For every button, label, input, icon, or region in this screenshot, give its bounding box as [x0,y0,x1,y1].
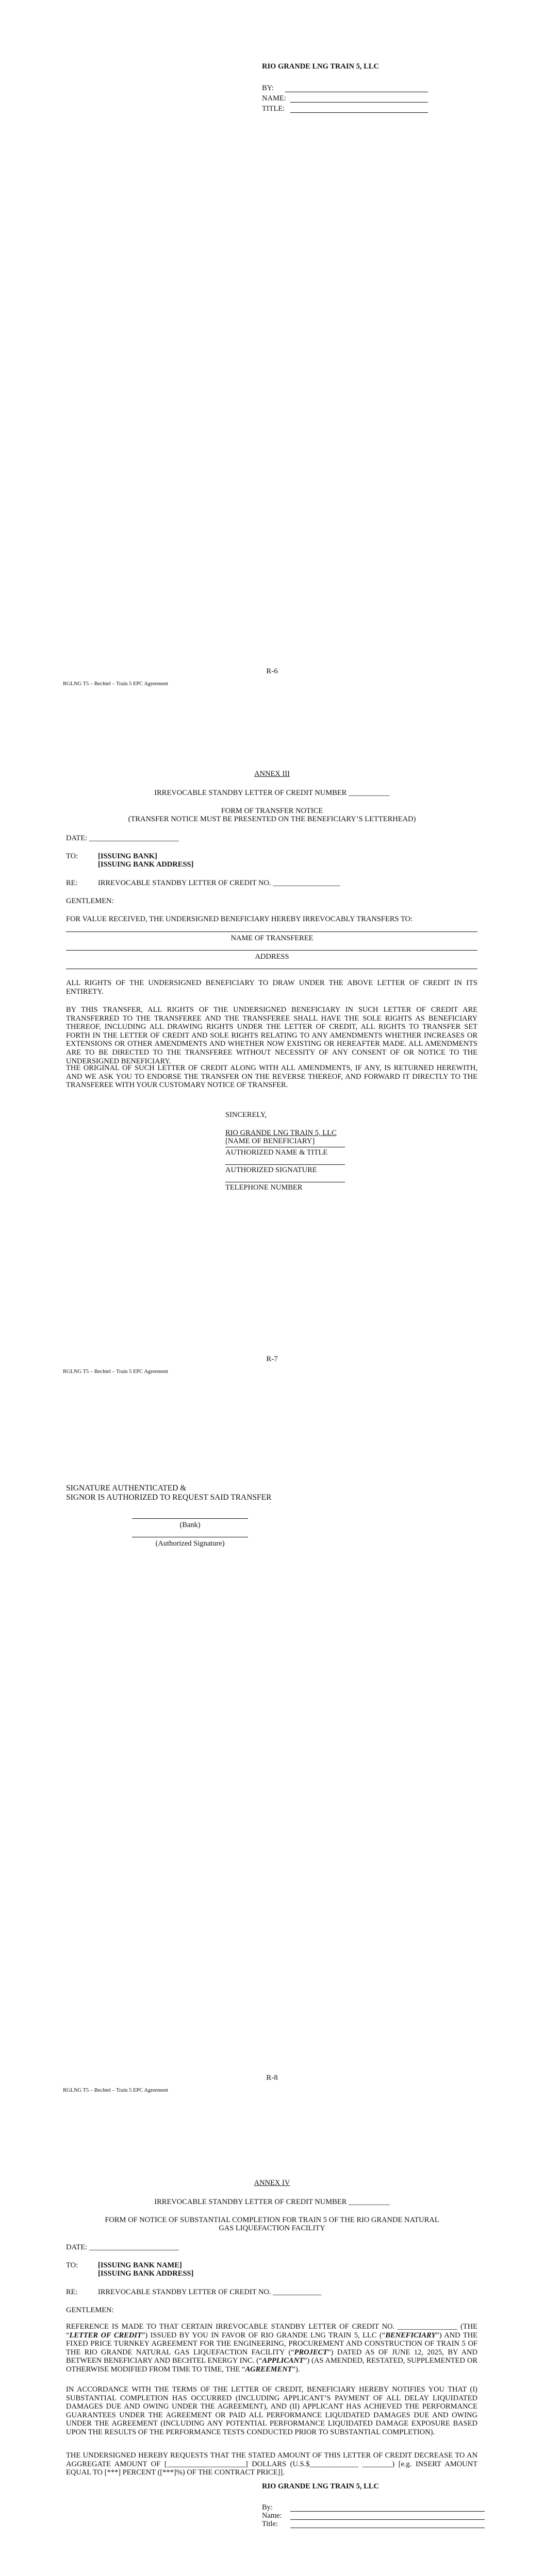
date-field[interactable]: DATE: ________________________ [66,834,179,842]
page-number: R-7 [266,1355,278,1363]
sig-auth-line2: SIGNOR IS AUTHORIZED TO REQUEST SAID TRANSFER [66,1493,272,1502]
form-subtitle: (TRANSFER NOTICE MUST BE PRESENTED ON THE BENEFICIARY’S LETTERHEAD) [128,815,416,823]
bank-label: (Bank) [179,1521,201,1529]
company-name: RIO GRANDE LNG TRAIN 5, LLC [262,2482,379,2490]
defined-term-beneficiary: BENEFICIARY [385,2331,436,2340]
irrevocable-line: IRREVOCABLE STANDBY LETTER OF CREDIT NUMBER ___________ [154,2198,390,2206]
bank-line[interactable] [132,1518,248,1519]
re-text: IRREVOCABLE STANDBY LETTER OF CREDIT NO. _____________ [98,2288,322,2296]
page-r9 [0,2107,544,2576]
sig-auth-line1: SIGNATURE AUTHENTICATED & [66,1484,187,1493]
re-label: RE: [66,879,78,887]
defined-term-agreement: AGREEMENT [245,2365,292,2374]
re-text: IRREVOCABLE STANDBY LETTER OF CREDIT NO. __________________ [98,879,340,887]
para-reference [66,2323,477,2374]
authorized-signature: (Authorized Signature) [155,1539,225,1548]
sig-name-of-beneficiary: [NAME OF BENEFICIARY] [225,1137,315,1145]
name-label: NAME: [262,94,286,103]
sig-authorized-signature-line[interactable] [225,1164,345,1165]
form-title: FORM OF TRANSFER NOTICE [221,807,323,815]
form-title-2: GAS LIQUEFACTION FACILITY [219,2224,325,2232]
para-accordance: IN ACCORDANCE WITH THE TERMS OF THE LETTER OF CREDIT, BENEFICIARY HEREBY NOTIFIES YOU THAT (I) SUBSTANTIAL COMPLETION HAS OCCURRED (INCLUDING APPLICANT’S PAYMENT OF ALL DELAY LIQUIDATED DAMAGES DUE AND OWING UNDER THE AGREEMENT), AND (II) APPLICANT HAS ACHIEVED THE PERFORMANCE GUARANTEES UNDER THE AGREEMENT OR PAID ALL PERFORMANCE LIQUIDATED DAMAGES DUE AND OWING UNDER THE AGREEMENT (INCLUDING ANY POTENTIAL PERFORMANCE LIQUIDATED DAMAGE EXPOSURE BASED UPON THE RESULTS OF THE PERFORMANCE TESTS CONDUCTED PRIOR TO SUBSTANTIAL COMPLETION). [66,2385,477,2436]
to-label: TO: [66,852,78,860]
address-label: ADDRESS [255,953,289,961]
transferee-address-line[interactable] [66,950,477,951]
to-label: TO: [66,2261,78,2269]
title-line[interactable] [290,112,428,113]
defined-term-project: PROJECT [294,2348,328,2357]
page-r6 [0,0,544,701]
transferee-name-line[interactable] [66,931,477,932]
name-label: Name: [262,2512,282,2520]
title-label: TITLE: [262,105,285,113]
company-name: RIO GRANDE LNG TRAIN 5, LLC [262,62,379,71]
footer-text: RGLNG T5 – Bechtel – Train 5 EPC Agreement [63,681,168,687]
sincerely: SINCERELY, [225,1111,267,1119]
para-undersigned: THE UNDERSIGNED HEREBY REQUESTS THAT THE STATED AMOUNT OF THIS LETTER OF CREDIT DECREASE TO AN AGGREGATE AMOUNT OF [_____________________] DOLLARS (U.S.$_____________ ________) [e.g. INSERT AMOUNT EQUAL TO [***] PERCENT ([***]%) OF THE CONTRACT PRICE]]. [66,2451,477,2477]
para-original: THE ORIGINAL OF SUCH LETTER OF CREDIT ALONG WITH ALL AMENDMENTS, IF ANY, IS RETURNED HEREWITH, AND WE ASK YOU TO ENDORSE THE TRANSFER ON THE REVERSE THEREOF, AND FORWARD IT DIRECTLY TO THE TRANSFEREE WITH YOUR CUSTOMARY NOTICE OF TRANSFER. [66,1064,477,1090]
name-line[interactable] [290,2519,485,2520]
page-number: R-8 [266,2074,278,2082]
date-field[interactable]: DATE: ________________________ [66,2243,179,2251]
defined-term-letter-of-credit: LETTER OF CREDIT [69,2331,142,2340]
sig-authorized-name: AUTHORIZED NAME & TITLE [225,1148,328,1157]
para-ref-text-a: REFERENCE IS MADE TO THAT CERTAIN IRREVOCABLE STANDBY LETTER OF CREDIT NO. ________________ (THE “ [66,2323,477,2340]
page-number: R-6 [266,667,278,675]
title-label: Title: [262,2520,278,2528]
name-line[interactable] [290,102,428,103]
re-label: RE: [66,2288,78,2296]
para-ref-text-g: ”) DATED AS OF JUNE 12, 2025, BY AND BETWEEN BENEFICIARY AND BECHTEL ENERGY INC. (“ [66,2348,477,2365]
para-ref-text-k: ”). [292,2365,300,2374]
form-title-1: FORM OF NOTICE OF SUBSTANTIAL COMPLETION FOR TRAIN 5 OF THE RIO GRANDE NATURAL [105,2216,439,2224]
to-address: [ISSUING BANK ADDRESS] [98,2269,194,2278]
para-transfer: BY THIS TRANSFER, ALL RIGHTS OF THE UNDERSIGNED BENEFICIARY IN SUCH LETTER OF CREDIT ARE TRANSFERRED TO THE TRANSFEREE AND THE TRANSFEREE SHALL HAVE THE SOLE RIGHTS AS BENEFICIARY THEREOF, INCLUDING ALL DRAWING RIGHTS UNDER THE LETTER OF CREDIT, ALL RIGHTS TO TRANSFER SET FORTH IN THE LETTER OF CREDIT AND SOLE RIGHTS RELATING TO ANY AMENDMENTS WHETHER INCREASES OR EXTENSIONS OR OTHER AMENDMENTS AND WHETHER NOW EXISTING OR HEREAFTER MADE. ALL AMENDMENTS ARE TO BE DIRECTED TO THE TRANSFEREE WITHOUT NECESSITY OF ANY CONSENT OF OR NOTICE TO THE UNDERSIGNED BENEFICIARY. [66,1006,477,1065]
defined-term-applicant: APPLICANT [262,2357,304,2365]
sig-authorized-signature: AUTHORIZED SIGNATURE [225,1166,317,1174]
to-address: [ISSUING BANK ADDRESS] [98,860,194,869]
by-label: By: [262,2503,273,2512]
sig-telephone: TELEPHONE NUMBER [225,1183,303,1192]
to-bank: [ISSUING BANK NAME] [98,2261,182,2269]
annex-title: ANNEX IV [254,2179,290,2187]
footer-text: RGLNG T5 – Bechtel – Train 5 EPC Agreement [63,1369,168,1375]
to-bank: [ISSUING BANK] [98,852,157,860]
para-ref-text-i: ”) (AS AMENDED, RESTATED, SUPPLEMENTED OR OTHERWISE MODIFIED FROM TIME TO TIME, THE “ [66,2357,477,2374]
sig-company: RIO GRANDE LNG TRAIN 5, LLC [225,1129,337,1137]
para-ref-text-c: ”) ISSUED BY YOU IN FAVOR OF RIO GRANDE LNG TRAIN 5, LLC (“ [141,2331,386,2340]
name-of-transferee: NAME OF TRANSFEREE [230,934,314,942]
para-all-rights: ALL RIGHTS OF THE UNDERSIGNED BENEFICIARY TO DRAW UNDER THE ABOVE LETTER OF CREDIT IN ITS ENTIRETY. [66,979,477,996]
page-r8 [0,1404,544,2107]
gentlemen: GENTLEMEN: [66,2306,114,2314]
footer-text: RGLNG T5 – Bechtel – Train 5 EPC Agreement [63,2088,168,2093]
gentlemen: GENTLEMEN: [66,897,114,905]
by-label: BY: [262,84,274,92]
by-line[interactable] [290,2511,485,2512]
annex-title: ANNEX III [254,770,290,778]
value-received: FOR VALUE RECEIVED, THE UNDERSIGNED BENEFICIARY HEREBY IRREVOCABLY TRANSFERS TO: [66,915,413,923]
irrevocable-line: IRREVOCABLE STANDBY LETTER OF CREDIT NUMBER ___________ [154,789,390,797]
para-ref-text-e: ”) AND THE FIXED PRICE TURNKEY AGREEMENT FOR THE ENGINEERING, PROCUREMENT AND CONSTRUCTION OF TRAIN 5 OF THE RIO GRANDE NATURAL GAS LIQUEFACTION FACILITY (“ [66,2331,478,2357]
page-r7 [0,701,544,1404]
